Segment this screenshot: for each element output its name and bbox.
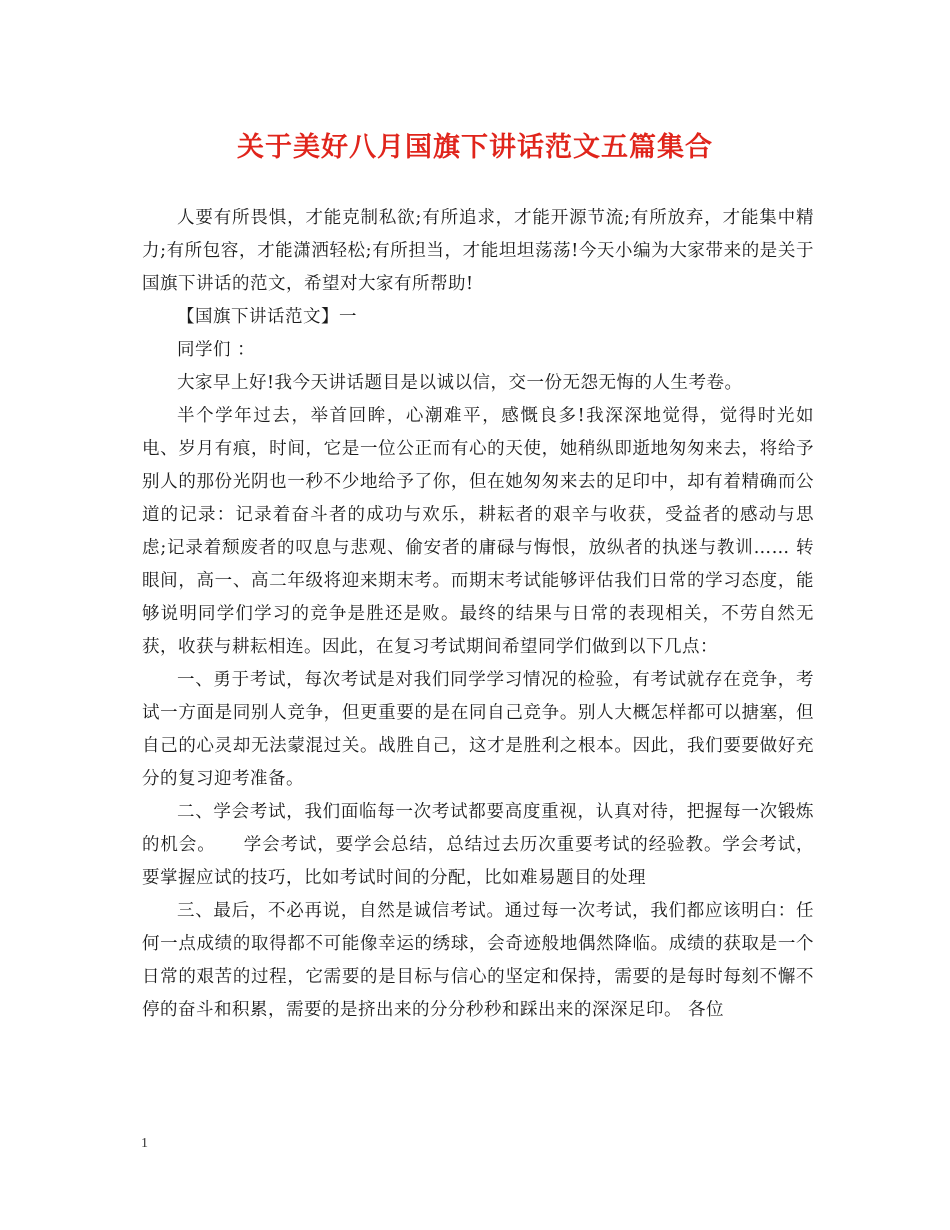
point-three-paragraph: 三、最后，不必再说，自然是诚信考试。通过每一次考试，我们都应该明白：任何一点成绩的取得都不可能像幸运的绣球，会奇迹般地偶然降临。成绩的获取是一个日常的艰苦的过程，它需要的是目标与信心的坚定和保持，需要的是每时每刻不懈不停的奋斗和积累，需要的是挤出来的分分秒秒和踩出来的深深足印。 各位 (142, 901, 814, 1020)
intro-paragraph: 人要有所畏惧，才能克制私欲;有所追求，才能开源节流;有所放弃，才能集中精力;有所包容，才能潇洒轻松;有所担当，才能坦坦荡荡!今天小编为大家带来的是关于国旗下讲话的范文，希望对大家有所帮助! (142, 208, 814, 294)
section-heading: 【国旗下讲话范文】一 (177, 307, 357, 327)
point-one-paragraph: 一、勇于考试，每次考试是对我们同学学习情况的检验，有考试就存在竞争，考试一方面是同别人竞争，但更重要的是在同自己竞争。别人大概怎样都可以搪塞，但自己的心灵却无法蒙混过关。战胜自己，这才是胜利之根本。因此，我们要要做好充分的复习迎考准备。 (142, 670, 814, 789)
greeting-paragraph: 大家早上好!我今天讲话题目是以诚以信，交一份无怨无悔的人生考卷。 (177, 373, 743, 393)
body-paragraph: 半个学年过去，举首回眸，心潮难平，感慨良多!我深深地觉得，觉得时光如电、岁月有痕，时间，它是一位公正而有心的天使，她稍纵即逝地匆匆来去，将给予别人的那份光阴也一秒不少地给予了你，但在她匆匆来去的足印中，却有着精确而公道的记录：记录着奋斗者的成功与欢乐，耕耘者的艰辛与收获，受益者的感动与思虑;记录着颓废者的叹息与悲观、偷安者的庸碌与悔恨，放纵者的执迷与教训…… 转眼间，高一、高二年级将迎来期末考。而期末考试能够评估我们日常的学习态度，能够说明同学们学习的竞争是胜还是败。最终的结果与日常的表现相关，不劳自然无获，收获与耕耘相连。因此，在复习考试期间希望同学们做到以下几点： (142, 406, 814, 657)
point-two-paragraph: 二、学会考试，我们面临每一次考试都要高度重视，认真对待，把握每一次锻炼的机会。 学会考试，要学会总结，总结过去历次重要考试的经验教。学会考试，要掌握应试的技巧，比如考试时间的分配，比如难易题目的处理 (142, 802, 814, 888)
page-number: 1 (141, 1136, 148, 1151)
document-body (142, 202, 814, 1027)
document-title: 关于美好八月国旗下讲话范文五篇集合 (237, 132, 713, 163)
salutation: 同学们 ： (177, 340, 256, 360)
